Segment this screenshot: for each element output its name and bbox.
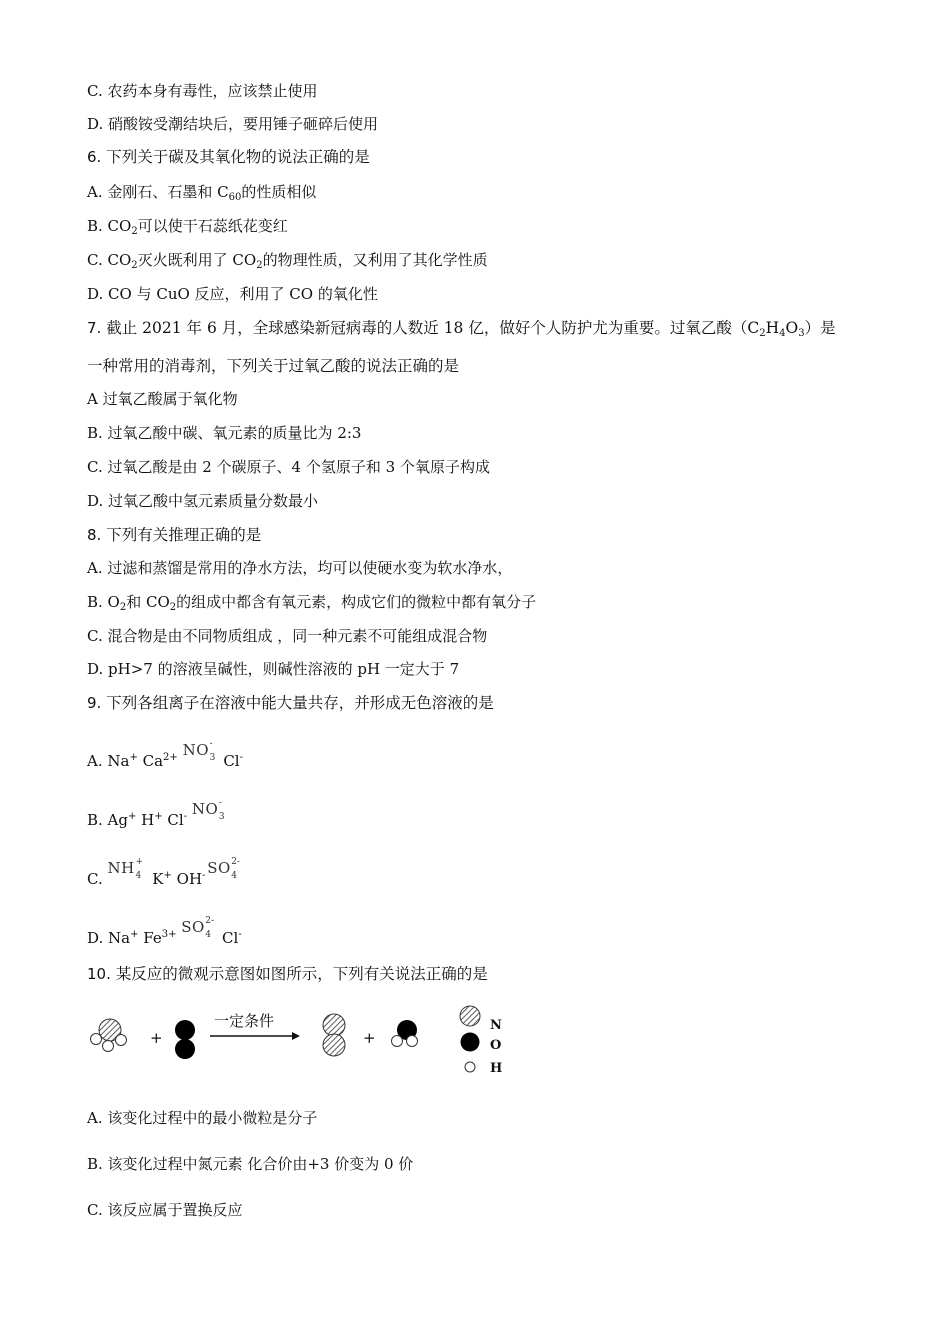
legend-h-label: H bbox=[490, 1061, 503, 1076]
q9-b-sup3: - bbox=[183, 811, 188, 822]
q9-a-sup3: - bbox=[239, 752, 243, 763]
reactant-oxygen-molecule bbox=[175, 1020, 195, 1059]
oxygen-atom bbox=[175, 1039, 195, 1059]
q9-d-sup2: 3+ bbox=[161, 929, 177, 940]
q9-b-ion-sup: - bbox=[218, 798, 222, 808]
q6-stem-text: 下列关于碳及其氧化物的说法正确的是 bbox=[106, 148, 370, 166]
q7-stem-line1 bbox=[87, 318, 836, 338]
hydrogen-atom bbox=[103, 1041, 114, 1052]
q10-stem-text: 某反应的微观示意图如图所示，下列有关说法正确的是 bbox=[115, 965, 488, 983]
q9-stem bbox=[87, 693, 494, 713]
q9-d-label: D. Na bbox=[87, 929, 131, 947]
q9-a-sup1: + bbox=[129, 752, 138, 763]
q10-option-c: C. 该反应属于置换反应 bbox=[87, 1201, 243, 1219]
q9-b-text2: H bbox=[136, 811, 155, 829]
q6-option-a-text2: 的性质相似 bbox=[241, 183, 317, 201]
q6-number: 6. bbox=[87, 148, 102, 166]
arrow-head bbox=[292, 1032, 300, 1040]
q9-c-sulfate-ion bbox=[207, 857, 243, 881]
plus-sign-1: + bbox=[150, 1029, 163, 1047]
q6-option-c bbox=[87, 250, 488, 270]
q7-sub-o: 3 bbox=[798, 328, 805, 339]
q8-option-b-text2: 和 CO bbox=[126, 593, 170, 611]
q9-option-c bbox=[87, 858, 243, 889]
q9-c-sup3: - bbox=[202, 870, 206, 881]
q10-number: 10. bbox=[87, 965, 111, 983]
hydrogen-atom bbox=[392, 1036, 403, 1047]
legend-hydrogen-symbol bbox=[465, 1062, 475, 1072]
q7-option-a: A 过氧乙酸属于氧化物 bbox=[87, 390, 238, 408]
q7-option-c: C. 过氧乙酸是由 2 个碳原子、4 个氢原子和 3 个氧原子构成 bbox=[87, 458, 490, 476]
q6-option-b-text1: B. CO bbox=[87, 217, 132, 235]
q9-a-ion-base: NO bbox=[182, 741, 209, 759]
q6-option-c-text2: 灭火既利用了 CO bbox=[137, 251, 257, 269]
q9-b-ion-sub: 3 bbox=[218, 812, 225, 822]
legend-n-label: N bbox=[490, 1018, 502, 1033]
q9-b-label: B. Ag bbox=[87, 811, 128, 829]
q9-option-d bbox=[87, 917, 242, 948]
diagram-legend bbox=[460, 1006, 502, 1076]
q9-c-ion2-base: SO bbox=[207, 859, 231, 877]
legend-nitrogen-symbol bbox=[460, 1006, 480, 1026]
q6-option-b bbox=[87, 216, 288, 236]
q9-b-ion-base: NO bbox=[191, 800, 219, 818]
q8-number: 8. bbox=[87, 526, 102, 544]
q6-option-a-text1: A. 金刚石、石墨和 C bbox=[87, 183, 229, 201]
q9-a-text3: Cl bbox=[218, 752, 240, 770]
q8-option-b-text1: B. O bbox=[87, 593, 120, 611]
q9-d-ion-sub: 4 bbox=[205, 930, 211, 940]
q10-option-b: B. 该变化过程中氮元素 化合价由+3 价变为 0 价 bbox=[87, 1155, 414, 1173]
q7-sub-c: 2 bbox=[759, 328, 766, 339]
hydrogen-atom bbox=[407, 1036, 418, 1047]
product-water-molecule bbox=[392, 1020, 418, 1047]
q9-d-sulfate-ion bbox=[181, 916, 217, 940]
q7-stem-text1: 截止 2021 年 6 月，全球感染新冠病毒的人数近 18 亿，做好个人防护尤为重要。过氧乙酸（C bbox=[106, 319, 760, 337]
q9-b-sup1: + bbox=[128, 811, 137, 822]
q9-d-text3: Cl bbox=[217, 929, 239, 947]
q6-option-c-sub1: 2 bbox=[131, 260, 138, 271]
q8-option-b-sub2: 2 bbox=[169, 602, 177, 613]
q7-stem-text2: ）是 bbox=[804, 319, 836, 337]
oxygen-atom bbox=[175, 1020, 195, 1040]
q9-a-ion-sub: 3 bbox=[209, 753, 216, 763]
q9-c-ion1-base: NH bbox=[107, 859, 135, 877]
q9-b-sup2: + bbox=[154, 811, 163, 822]
q9-d-sup1: + bbox=[130, 929, 139, 940]
q9-option-b bbox=[87, 799, 228, 830]
q6-option-c-text3: 的物理性质，又利用了其化学性质 bbox=[262, 251, 488, 269]
hydrogen-atom bbox=[91, 1034, 102, 1045]
q7-sub-h: 4 bbox=[779, 328, 786, 339]
reaction-condition: 一定条件 bbox=[214, 1012, 275, 1030]
q7-option-b: B. 过氧乙酸中碳、氧元素的质量比为 2:3 bbox=[87, 424, 362, 442]
q9-stem-text: 下列各组离子在溶液中能大量共存，并形成无色溶液的是 bbox=[106, 694, 494, 712]
legend-oxygen-symbol bbox=[461, 1033, 480, 1052]
q10-stem bbox=[87, 964, 488, 984]
q6-option-c-text1: C. CO bbox=[87, 251, 132, 269]
q9-c-ammonium-ion bbox=[107, 857, 148, 881]
q7-stem-h: H bbox=[765, 319, 780, 337]
q8-option-c: C. 混合物是由不同物质组成 ，同一种元素不可能组成混合物 bbox=[87, 627, 488, 645]
q7-stem-line2: 一种常用的消毒剂，下列关于过氧乙酸的说法正确的是 bbox=[87, 357, 460, 375]
q8-option-b bbox=[87, 592, 536, 612]
q6-option-c-sub2: 2 bbox=[256, 260, 263, 271]
q6-option-b-text2: 可以使干石蕊纸花变红 bbox=[137, 217, 288, 235]
q6-stem bbox=[87, 147, 370, 167]
q9-b-nitrate-ion bbox=[191, 798, 228, 822]
nitrogen-atom bbox=[323, 1014, 345, 1036]
q9-c-text2: K bbox=[147, 870, 164, 888]
q9-c-ion2-sup: 2- bbox=[231, 857, 240, 867]
q8-option-d: D. pH>7 的溶液呈碱性，则碱性溶液的 pH 一定大于 7 bbox=[87, 660, 460, 678]
q6-option-a bbox=[87, 182, 316, 202]
q9-c-text3: OH bbox=[171, 870, 203, 888]
q9-a-label: A. Na bbox=[87, 752, 130, 770]
plus-sign-2: + bbox=[363, 1029, 376, 1047]
nitrogen-atom bbox=[323, 1034, 345, 1056]
q6-option-d: D. CO 与 CuO 反应，利用了 CO 的氧化性 bbox=[87, 285, 378, 303]
q9-a-nitrate-ion bbox=[182, 739, 219, 763]
q7-option-d: D. 过氧乙酸中氢元素质量分数最小 bbox=[87, 492, 319, 510]
q9-c-ion1-sup: + bbox=[135, 857, 144, 867]
q9-a-sup2: 2+ bbox=[163, 752, 178, 763]
q9-d-text2: Fe bbox=[138, 929, 162, 947]
q5-option-d: D. 硝酸铵受潮结块后，要用锤子砸碎后使用 bbox=[87, 115, 379, 133]
q8-stem-text: 下列有关推理正确的是 bbox=[106, 526, 262, 544]
q8-stem bbox=[87, 525, 261, 545]
q9-d-ion-sup: 2- bbox=[205, 916, 215, 926]
q9-option-a bbox=[87, 740, 243, 771]
q9-a-ion-sup: - bbox=[209, 739, 213, 749]
legend-o-label: O bbox=[490, 1038, 502, 1053]
q9-b-text3: Cl bbox=[162, 811, 184, 829]
q9-a-text2: Ca bbox=[137, 752, 164, 770]
q9-d-sup3: - bbox=[238, 929, 242, 940]
q8-option-a: A. 过滤和蒸馏是常用的净水方法，均可以使硬水变为软水净水， bbox=[87, 559, 513, 577]
q9-c-label: C. bbox=[87, 870, 103, 888]
q6-option-b-sub: 2 bbox=[131, 226, 138, 237]
q7-number: 7. bbox=[87, 319, 102, 337]
q9-c-ion1-sub: 4 bbox=[135, 871, 142, 881]
product-nitrogen-molecule bbox=[323, 1014, 345, 1056]
q9-c-ion2-sub: 4 bbox=[231, 871, 237, 881]
q8-option-b-sub1: 2 bbox=[119, 602, 127, 613]
reaction-diagram bbox=[86, 1004, 526, 1084]
hydrogen-atom bbox=[116, 1035, 127, 1046]
q9-d-ion-base: SO bbox=[181, 918, 205, 936]
q8-option-b-text3: 的组成中都含有氧元素，构成它们的微粒中都有氧分子 bbox=[176, 593, 537, 611]
q5-option-c: C. 农药本身有毒性，应该禁止使用 bbox=[87, 82, 318, 100]
q9-number: 9. bbox=[87, 694, 102, 712]
q7-stem-o: O bbox=[785, 319, 799, 337]
q10-option-a: A. 该变化过程中的最小微粒是分子 bbox=[87, 1109, 318, 1127]
q6-option-a-sub: 60 bbox=[228, 192, 242, 203]
reactant-ammonia-molecule bbox=[91, 1019, 127, 1052]
q9-c-sup2: + bbox=[163, 870, 172, 881]
